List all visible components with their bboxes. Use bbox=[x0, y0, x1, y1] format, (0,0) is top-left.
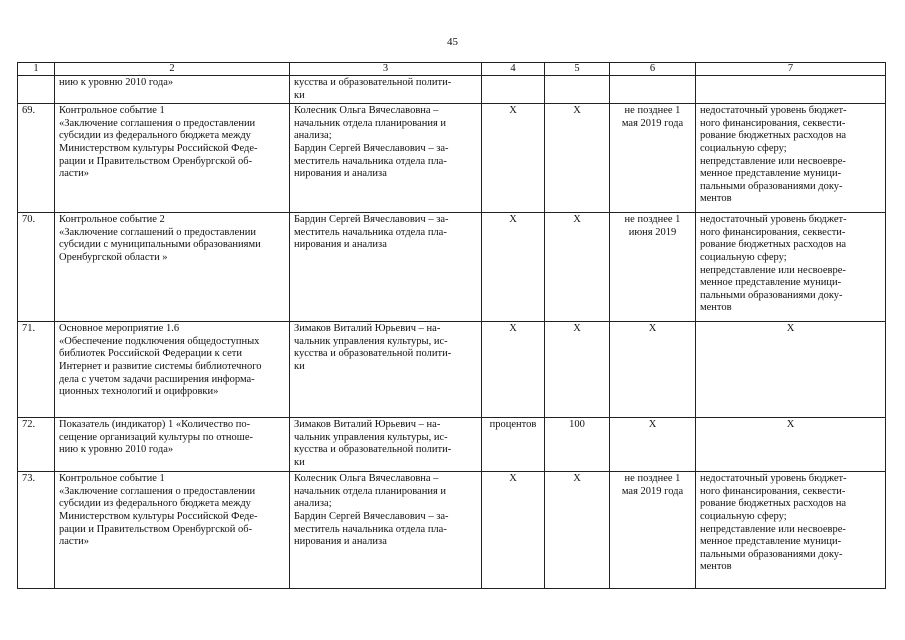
risks-cell: недостаточный уровень бюджет- ного финансирования, секвести- рование бюджетных расходов на социальную сферу; непредставление или несвоевре- менное представление муници- пальными образованиями доку- ментов bbox=[696, 213, 886, 322]
value-cell: Х bbox=[545, 322, 610, 418]
page-number: 45 bbox=[447, 36, 458, 48]
deadline-cell: не позднее 1 июня 2019 bbox=[610, 213, 696, 322]
row-number: 69. bbox=[18, 104, 55, 213]
table-row bbox=[18, 418, 886, 472]
value-cell bbox=[545, 76, 610, 104]
column-number: 3 bbox=[290, 63, 482, 76]
table-row bbox=[18, 322, 886, 418]
deadline-cell: Х bbox=[610, 418, 696, 472]
unit-cell: Х bbox=[482, 104, 545, 213]
responsible-person: Бардин Сергей Вячеславович – за- меститель начальника отдела пла- нирования и анализа bbox=[290, 213, 482, 322]
unit-cell bbox=[482, 76, 545, 104]
plan-table bbox=[17, 62, 886, 589]
responsible-person: Зимаков Виталий Юрьевич – на- чальник управления культуры, ис- кусства и образовательной полити- ки bbox=[290, 322, 482, 418]
risks-cell: Х bbox=[696, 322, 886, 418]
deadline-cell: не позднее 1 мая 2019 года bbox=[610, 104, 696, 213]
event-name: Контрольное событие 2 «Заключение соглашений о предоставлении субсидии с муниципальными образованиями Оренбургской области » bbox=[55, 213, 290, 322]
table-row bbox=[18, 76, 886, 104]
table-row bbox=[18, 472, 886, 589]
responsible-person: кусства и образовательной полити- ки bbox=[290, 76, 482, 104]
row-number bbox=[18, 76, 55, 104]
table-row bbox=[18, 213, 886, 322]
event-name: Основное мероприятие 1.6 «Обеспечение подключения общедоступных библиотек Российской Федерации к сети Интернет и развитие системы библиотечного дела с учетом задачи расширения информа- ционных технологий и оцифровки» bbox=[55, 322, 290, 418]
column-number: 5 bbox=[545, 63, 610, 76]
unit-cell: Х bbox=[482, 322, 545, 418]
event-name: нию к уровню 2010 года» bbox=[55, 76, 290, 104]
responsible-person: Колесник Ольга Вячеславовна – начальник отдела планирования и анализа; Бардин Сергей Вячеславович – за- меститель начальника отдела пла- нирования и анализа bbox=[290, 104, 482, 213]
event-name: Показатель (индикатор) 1 «Количество по- сещение организаций культуры по отноше- нию к уровню 2010 года» bbox=[55, 418, 290, 472]
risks-cell: недостаточный уровень бюджет- ного финансирования, секвести- рование бюджетных расходов на социальную сферу; непредставление или несвоевре- менное представление муници- пальными образованиями доку- ментов bbox=[696, 104, 886, 213]
event-name: Контрольное событие 1 «Заключение соглашения о предоставлении субсидии из федерального бюджета между Министерством культуры Российской Феде- рации и Правительством Оренбургской об- ласти» bbox=[55, 472, 290, 589]
column-number: 4 bbox=[482, 63, 545, 76]
column-number: 7 bbox=[696, 63, 886, 76]
row-number: 70. bbox=[18, 213, 55, 322]
row-number: 73. bbox=[18, 472, 55, 589]
deadline-cell: Х bbox=[610, 322, 696, 418]
unit-cell: Х bbox=[482, 472, 545, 589]
risks-cell: недостаточный уровень бюджет- ного финансирования, секвести- рование бюджетных расходов на социальную сферу; непредставление или несвоевре- менное представление муници- пальными образованиями доку- ментов bbox=[696, 472, 886, 589]
row-number: 71. bbox=[18, 322, 55, 418]
unit-cell: Х bbox=[482, 213, 545, 322]
table-row bbox=[18, 104, 886, 213]
event-name: Контрольное событие 1 «Заключение соглашения о предоставлении субсидии из федерального бюджета между Министерством культуры Российской Феде- рации и Правительством Оренбургской об- ласти» bbox=[55, 104, 290, 213]
responsible-person: Колесник Ольга Вячеславовна – начальник отдела планирования и анализа; Бардин Сергей Вячеславович – за- меститель начальника отдела пла- нирования и анализа bbox=[290, 472, 482, 589]
column-number: 6 bbox=[610, 63, 696, 76]
column-number: 2 bbox=[55, 63, 290, 76]
risks-cell: Х bbox=[696, 418, 886, 472]
deadline-cell bbox=[610, 76, 696, 104]
column-number-row bbox=[18, 63, 886, 76]
unit-cell: процентов bbox=[482, 418, 545, 472]
risks-cell bbox=[696, 76, 886, 104]
responsible-person: Зимаков Виталий Юрьевич – на- чальник управления культуры, ис- кусства и образовательной полити- ки bbox=[290, 418, 482, 472]
column-number: 1 bbox=[18, 63, 55, 76]
value-cell: Х bbox=[545, 472, 610, 589]
deadline-cell: не позднее 1 мая 2019 года bbox=[610, 472, 696, 589]
value-cell: Х bbox=[545, 104, 610, 213]
row-number: 72. bbox=[18, 418, 55, 472]
value-cell: Х bbox=[545, 213, 610, 322]
value-cell: 100 bbox=[545, 418, 610, 472]
